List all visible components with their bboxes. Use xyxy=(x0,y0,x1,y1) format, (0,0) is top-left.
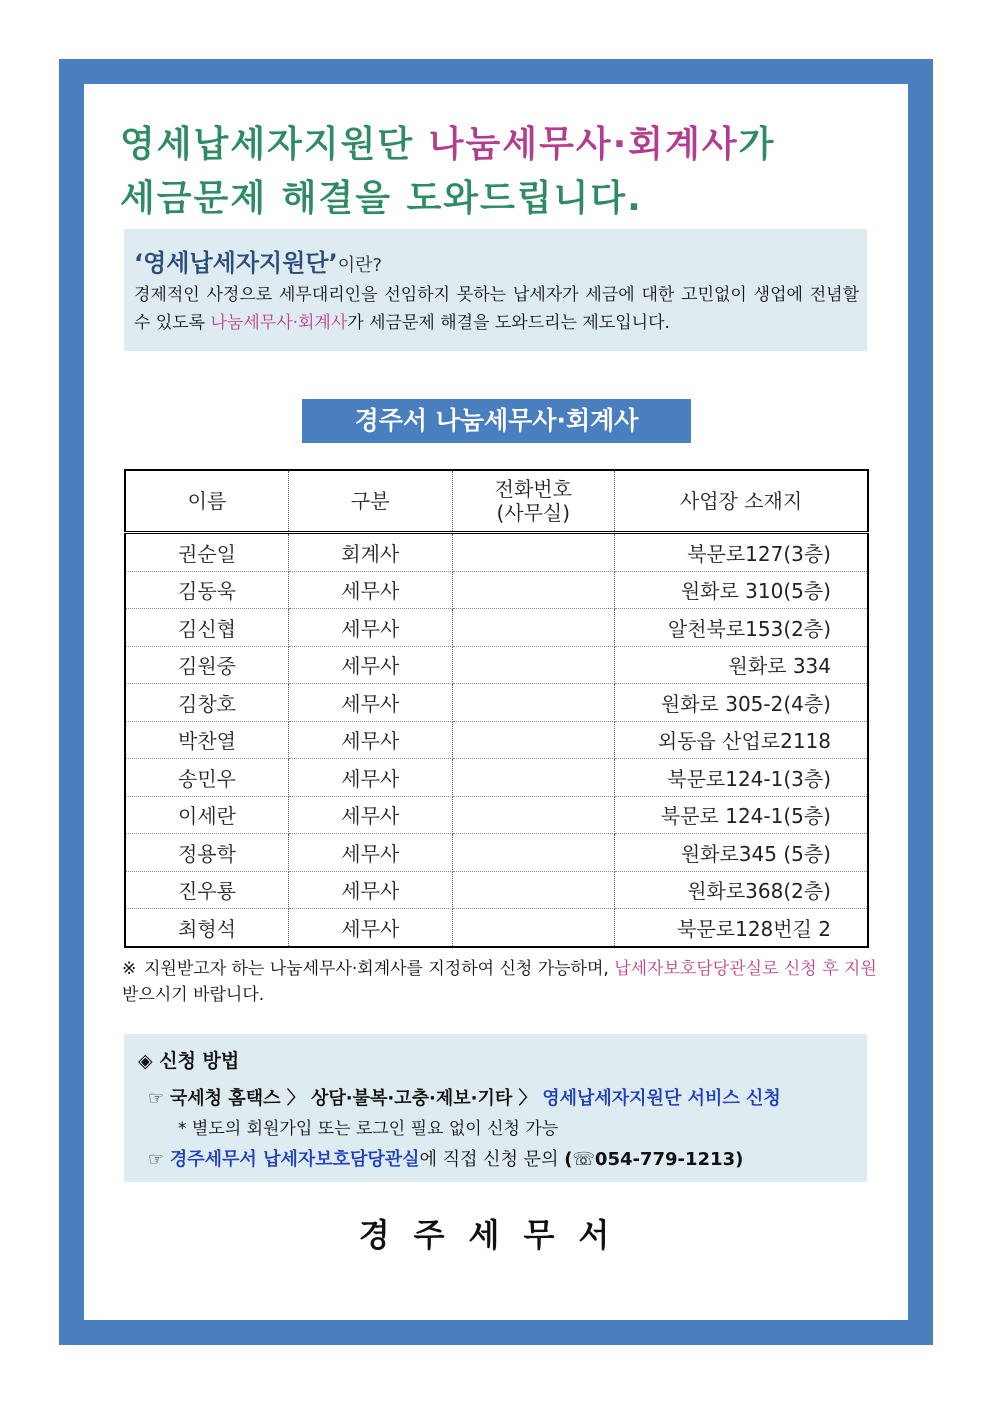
headline-line-2: 세금문제 해결을 도와드립니다. xyxy=(120,178,643,219)
cell-phone xyxy=(452,796,615,834)
table-row xyxy=(125,646,868,684)
cell-type: 세무사 xyxy=(289,909,453,947)
cell-phone xyxy=(452,684,615,722)
office-signature: 경주세무서 xyxy=(358,1216,634,1254)
notice-highlight: 납세자보호담당관실로 신청 후 지원 xyxy=(614,959,877,979)
headline-line-1 xyxy=(120,116,775,167)
cell-type: 세무사 xyxy=(289,796,453,834)
cell-address: 원화로 305-2(4층) xyxy=(615,684,868,722)
notice-part1: 지원받고자 하는 나눔세무사·회계사를 지정하여 신청 가능하며, xyxy=(144,959,615,979)
cell-phone xyxy=(452,834,615,872)
cell-type: 세무사 xyxy=(289,759,453,797)
cell-phone xyxy=(452,646,615,684)
cell-phone xyxy=(452,871,615,909)
application-hometax-note: * 별도의 회원가입 또는 로그인 필요 없이 신청 가능 xyxy=(178,1119,559,1139)
cell-address: 북문로 124-1(5층) xyxy=(615,796,868,834)
cell-phone xyxy=(452,571,615,609)
cell-type: 세무사 xyxy=(289,684,453,722)
cell-address: 외동읍 산업로2118 xyxy=(615,721,868,759)
cell-address: 원화로 334 xyxy=(615,646,868,684)
header-phone xyxy=(452,470,615,533)
header-address-label: 사업장 소재지 xyxy=(679,489,803,513)
advisor-table xyxy=(124,469,869,948)
cell-name: 이세란 xyxy=(125,796,289,834)
cell-type: 세무사 xyxy=(289,871,453,909)
cell-name: 박찬열 xyxy=(125,721,289,759)
table-row xyxy=(125,721,868,759)
intro-title-text: ‘영세납세자지원단’ xyxy=(134,249,338,277)
notice xyxy=(122,956,882,1008)
intro-body-part1: 경제적인 사정으로 세무대리인을 선임하지 못하는 납세자가 세금에 대한 고민없이 생업에 전념할 수 있도록 xyxy=(134,285,859,333)
notice-part2: 받으시기 바랍니다. xyxy=(122,985,265,1005)
table-row xyxy=(125,759,868,797)
table-row xyxy=(125,834,868,872)
intro-panel xyxy=(124,229,867,351)
table-row xyxy=(125,609,868,647)
hometax-service-link[interactable]: 영세납세자지원단 서비스 신청 xyxy=(542,1088,781,1109)
intro-body-highlight: 나눔세무사·회계사 xyxy=(210,313,348,333)
office-name: 경주세무서 납세자보호담당관실 xyxy=(169,1149,420,1170)
hometax-path: 국세청 홈택스 〉 상담·불복·고충·제보·기타 〉 xyxy=(169,1088,537,1109)
intro-title xyxy=(134,243,382,278)
headline-particle: 가 xyxy=(738,124,776,165)
cell-name: 정용학 xyxy=(125,834,289,872)
cell-address: 북문로128번길 2 xyxy=(677,916,831,941)
cell-name: 송민우 xyxy=(125,759,289,797)
cell-phone xyxy=(452,721,615,759)
header-type xyxy=(289,470,453,533)
cell-name: 김신협 xyxy=(125,609,289,647)
section-banner: 경주서 나눔세무사·회계사 xyxy=(302,399,691,443)
cell-phone xyxy=(452,759,615,797)
cell-address: 북문로124-1(3층) xyxy=(615,759,868,797)
notice-mark: ※ xyxy=(122,959,137,979)
office-phone[interactable]: (☏054-779-1213) xyxy=(564,1149,744,1170)
intro-title-suffix: 이란? xyxy=(337,255,383,276)
pointer-icon: ☞ xyxy=(148,1088,165,1109)
cell-name: 진우룡 xyxy=(125,871,289,909)
cell-name: 김창호 xyxy=(125,684,289,722)
cell-phone xyxy=(452,533,615,572)
office-text: 에 직접 신청 문의 xyxy=(419,1149,565,1170)
application-office xyxy=(148,1145,743,1171)
cell-type: 세무사 xyxy=(289,721,453,759)
cell-name: 최형석 xyxy=(125,909,289,947)
table-row xyxy=(125,871,868,909)
cell-address: 원화로345 (5층) xyxy=(615,834,868,872)
table-row xyxy=(125,796,868,834)
application-title: ◈ 신청 방법 xyxy=(138,1050,240,1072)
table-row xyxy=(125,533,868,572)
application-panel xyxy=(124,1034,867,1182)
application-hometax xyxy=(148,1084,781,1110)
cell-address: 원화로368(2층) xyxy=(615,871,868,909)
cell-type: 세무사 xyxy=(289,609,453,647)
table-header-row xyxy=(125,470,868,533)
cell-name: 김원중 xyxy=(125,646,289,684)
header-type-label: 구분 xyxy=(350,489,390,513)
header-name xyxy=(125,470,289,533)
table-row xyxy=(125,571,868,609)
pointer-icon: ☞ xyxy=(148,1149,165,1170)
header-name-label: 이름 xyxy=(187,489,227,513)
cell-phone xyxy=(452,909,615,947)
cell-address: 북문로127(3층) xyxy=(615,533,868,572)
cell-type: 회계사 xyxy=(289,533,453,572)
headline-advisors: 나눔세무사·회계사 xyxy=(428,124,739,165)
intro-body-part2: 가 세금문제 해결을 도와드리는 제도입니다. xyxy=(347,313,670,333)
cell-type: 세무사 xyxy=(289,646,453,684)
header-address xyxy=(615,470,868,533)
table-row xyxy=(125,909,868,947)
cell-address: 원화로 310(5층) xyxy=(615,571,868,609)
cell-name: 김동욱 xyxy=(125,571,289,609)
header-phone-label: 전화번호 (사무실) xyxy=(494,477,572,525)
cell-name: 권순일 xyxy=(125,533,289,572)
table-row xyxy=(125,684,868,722)
headline-org: 영세납세자지원단 xyxy=(120,124,429,165)
cell-address: 알천북로153(2층) xyxy=(615,609,868,647)
cell-type: 세무사 xyxy=(289,571,453,609)
cell-type: 세무사 xyxy=(289,834,453,872)
intro-body xyxy=(134,281,859,337)
cell-phone xyxy=(452,609,615,647)
